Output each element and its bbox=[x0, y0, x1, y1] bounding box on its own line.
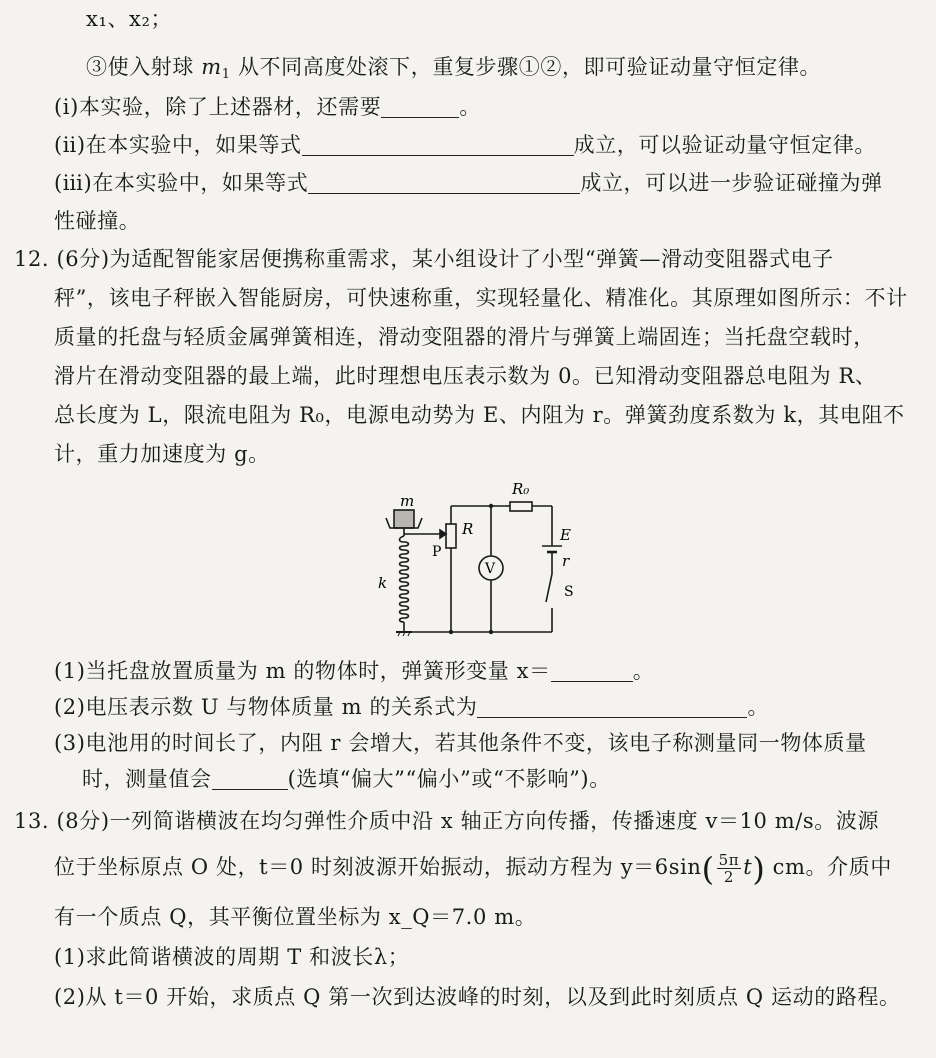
label-k: k bbox=[378, 574, 388, 592]
text-line-5 bbox=[54, 168, 883, 198]
text-seg: 从不同高度处滚下，重复步骤①②，即可验证动量守恒定律。 bbox=[230, 55, 822, 79]
answer-blank[interactable] bbox=[308, 171, 580, 194]
question-13-part-2: (2)从 t＝0 开始，求质点 Q 第一次到达波峰的时刻，以及到此时刻质点 Q 运动的路程。 bbox=[54, 985, 901, 1009]
question-12-line-1: 12. (6分)为适配智能家居便携称重需求，某小组设计了小型“弹簧—滑动变阻器式电子 bbox=[14, 247, 834, 271]
text-seg: 成立，可以验证动量守恒定律。 bbox=[573, 133, 877, 157]
fraction bbox=[717, 852, 742, 885]
label-m: m bbox=[400, 492, 415, 510]
text-line-1: x₁、x₂； bbox=[86, 7, 173, 31]
text-seg: (2)电压表示数 U 与物体质量 m 的关系式为 bbox=[54, 695, 478, 719]
text-seg: (选填“偏大”“偏小”或“不影响”)。 bbox=[287, 767, 611, 791]
subscript: 1 bbox=[221, 67, 231, 82]
rheostat bbox=[446, 524, 456, 548]
label-r0: R₀ bbox=[512, 480, 530, 498]
answer-blank[interactable] bbox=[381, 95, 459, 118]
text-seg: 位于坐标原点 O 处，t＝0 时刻波源开始振动，振动方程为 y＝6sin bbox=[54, 855, 702, 879]
text-seg: (ⅲ)在本实验中，如果等式 bbox=[54, 171, 309, 195]
label-p: P bbox=[432, 544, 442, 560]
var-t: t bbox=[743, 855, 753, 879]
var-m: m bbox=[201, 55, 222, 79]
spring bbox=[400, 536, 409, 622]
answer-blank[interactable] bbox=[212, 767, 288, 790]
text-line-3 bbox=[54, 92, 481, 122]
text-seg: 时，测量值会 bbox=[82, 767, 212, 791]
fraction-denominator: 2 bbox=[723, 868, 735, 886]
text-seg: (1)当托盘放置质量为 m 的物体时，弹簧形变量 x＝ bbox=[54, 659, 551, 683]
question-12-part-3: (3)电池用的时间长了，内阻 r 会增大，若其他条件不变，该电子称测量同一物体质量 bbox=[54, 731, 867, 755]
label-e: E bbox=[560, 526, 571, 544]
text-line-6: 性碰撞。 bbox=[54, 209, 141, 233]
question-12-part-1 bbox=[54, 656, 654, 686]
slider-arrow bbox=[440, 530, 446, 538]
label-r-internal: r bbox=[562, 552, 570, 570]
question-12-line-5: 总长度为 L，限流电阻为 R₀，电源电动势为 E、内阻为 r。弹簧劲度系数为 k，其电阻不 bbox=[54, 403, 905, 427]
circuit-diagram bbox=[368, 470, 608, 648]
question-12-part-3-cont bbox=[82, 764, 611, 794]
text-seg: cm。介质中 bbox=[765, 855, 892, 879]
question-13-line-1: 13. (8分)一列简谐横波在均匀弹性介质中沿 x 轴正方向传播，传播速度 v＝10 m/s。波源 bbox=[14, 809, 880, 833]
answer-blank[interactable] bbox=[551, 659, 633, 682]
switch bbox=[546, 574, 552, 602]
text-seg: 。 bbox=[747, 695, 770, 719]
question-13-line-2: 位于坐标原点 O 处，t＝0 时刻波源开始振动，振动方程为 y＝6sin( $\frac{5\pi}{2}$ t) cm。介质中 bbox=[54, 850, 892, 888]
text-seg: ③使入射球 bbox=[86, 55, 202, 79]
answer-blank[interactable] bbox=[302, 133, 574, 156]
resistor-r0 bbox=[510, 502, 532, 511]
label-r: R bbox=[462, 520, 474, 538]
label-s: S bbox=[564, 584, 574, 600]
text-line-4 bbox=[54, 130, 876, 160]
question-12-line-3: 质量的托盘与轻质金属弹簧相连，滑动变阻器的滑片与弹簧上端固连；当托盘空载时， bbox=[54, 325, 875, 349]
question-12-line-2: 秤”，该电子秤嵌入智能厨房，可快速称重，实现轻量化、精准化。其原理如图所示：不计 bbox=[54, 286, 908, 310]
text-seg: (ⅰ)本实验，除了上述器材，还需要 bbox=[54, 95, 382, 119]
question-12-line-6: 计，重力加速度为 g。 bbox=[54, 442, 270, 466]
text-line-2 bbox=[86, 52, 821, 90]
question-12-line-4: 滑片在滑动变阻器的最上端，此时理想电压表示数为 0。已知滑动变阻器总电阻为 R、 bbox=[54, 364, 877, 388]
text-seg: 。 bbox=[632, 659, 655, 683]
text-seg: (ⅱ)在本实验中，如果等式 bbox=[54, 133, 302, 157]
label-v: V bbox=[485, 561, 496, 577]
text-seg: 成立，可以进一步验证碰撞为弹 bbox=[580, 171, 883, 195]
question-12-part-2 bbox=[54, 692, 769, 722]
fraction-numerator: 5π bbox=[718, 851, 740, 869]
question-13-line-3: 有一个质点 Q，其平衡位置坐标为 x_Q＝7.0 m。 bbox=[54, 905, 537, 929]
text-seg: 。 bbox=[459, 95, 481, 119]
question-13-part-1: (1)求此简谐横波的周期 T 和波长λ； bbox=[54, 945, 410, 969]
weight-block bbox=[394, 510, 414, 528]
answer-blank[interactable] bbox=[477, 695, 747, 718]
